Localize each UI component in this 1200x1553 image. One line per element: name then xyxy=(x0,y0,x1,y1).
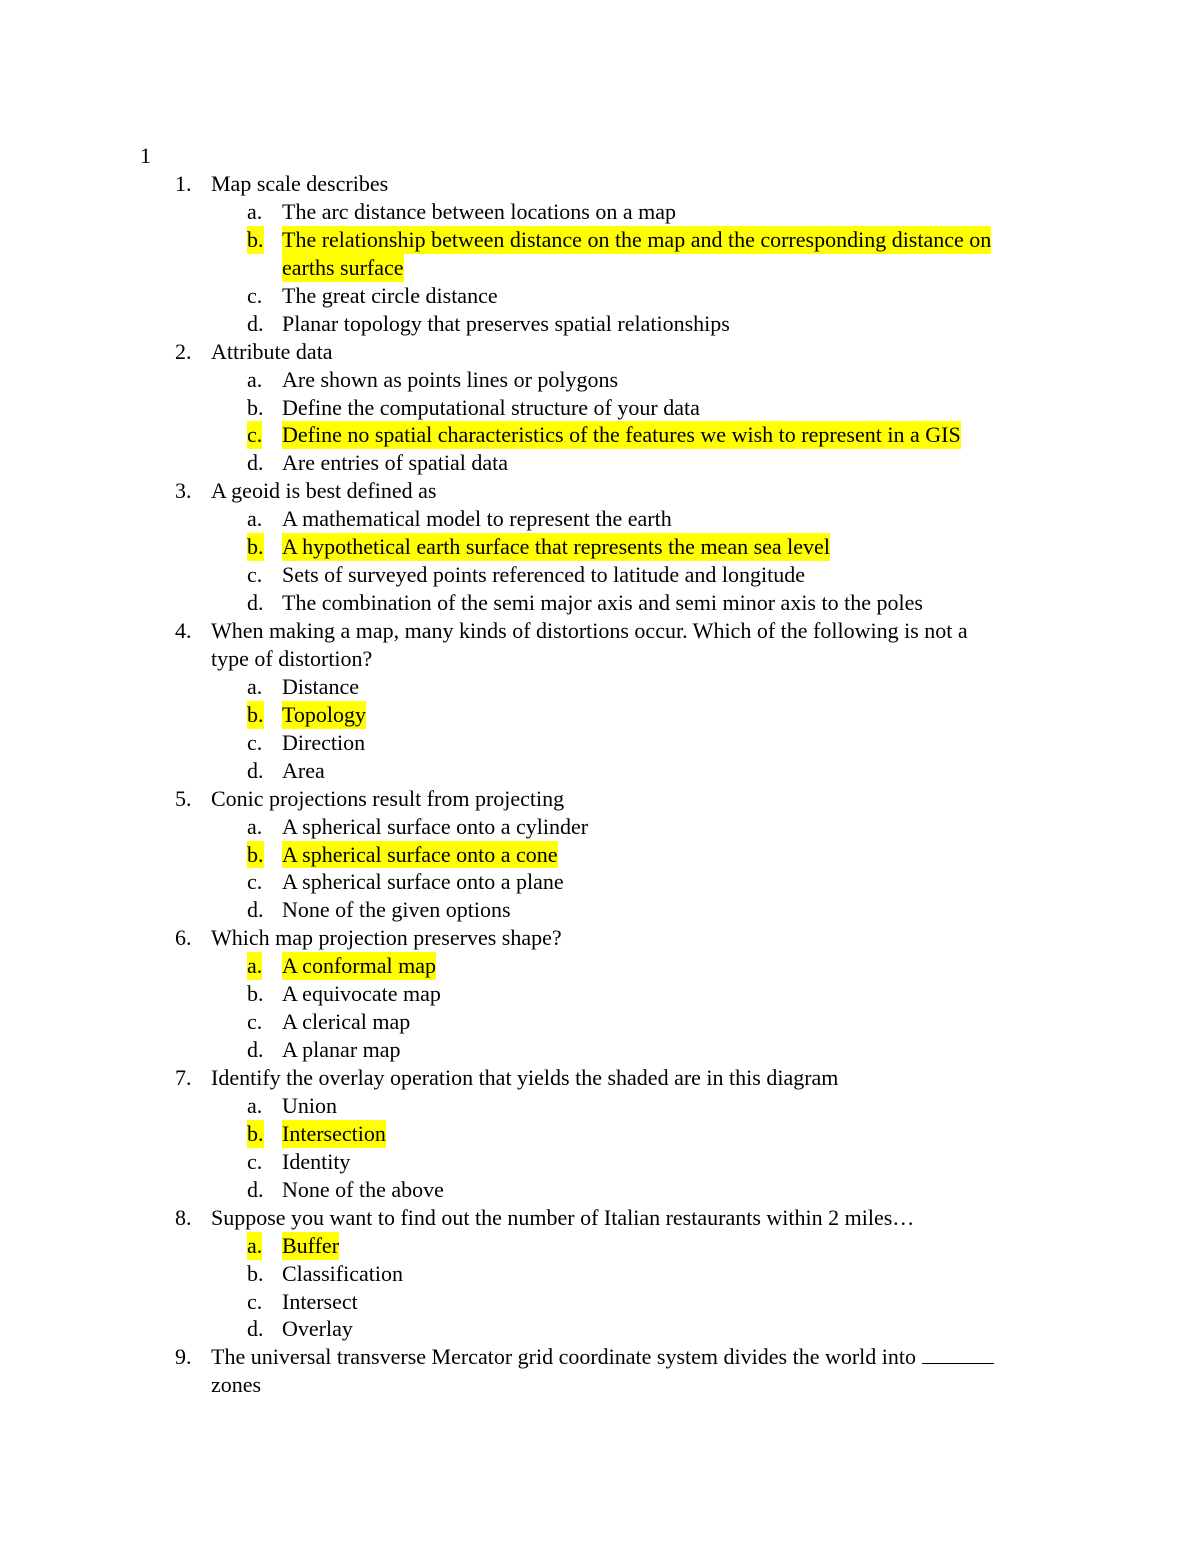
option-line xyxy=(0,310,1200,338)
option-letter: b. xyxy=(247,1260,264,1286)
option-line xyxy=(0,1148,1200,1176)
question-text: Suppose you want to find out the number of Italian restaurants within 2 miles… xyxy=(211,1204,915,1230)
option-line xyxy=(0,589,1200,617)
option-line xyxy=(0,757,1200,785)
option-line xyxy=(0,1260,1200,1288)
option-text: Sets of surveyed points referenced to latitude and longitude xyxy=(282,562,805,588)
option-letter: a. xyxy=(247,506,263,532)
option-text: earths surface xyxy=(282,254,404,280)
option-text: A spherical surface onto a cone xyxy=(282,841,558,867)
option-line xyxy=(0,254,1200,282)
option-text: A planar map xyxy=(282,1037,401,1063)
question-text: Identify the overlay operation that yields the shaded are in this diagram xyxy=(211,1065,839,1090)
option-line xyxy=(0,701,1200,729)
option-line xyxy=(0,813,1200,841)
question-line xyxy=(0,1371,1200,1399)
option-text: Buffer xyxy=(282,1232,340,1258)
option-letter: c. xyxy=(247,869,263,895)
option-letter: b. xyxy=(247,981,264,1007)
option-text: Are shown as points lines or polygons xyxy=(282,366,619,392)
question-line xyxy=(0,617,1200,645)
option-letter: c. xyxy=(247,562,263,588)
question-number: 8. xyxy=(175,1204,192,1230)
option-line xyxy=(0,505,1200,533)
question-number: 7. xyxy=(175,1065,192,1090)
question-6 xyxy=(0,924,1200,1064)
question-line xyxy=(0,170,1200,198)
option-letter: a. xyxy=(247,673,263,699)
question-text: When making a map, many kinds of distortions occur. Which of the following is not a xyxy=(211,618,968,643)
option-line xyxy=(0,1008,1200,1036)
option-text: Overlay xyxy=(282,1316,353,1342)
option-line xyxy=(0,896,1200,924)
option-text: Are entries of spatial data xyxy=(282,450,509,476)
option-line xyxy=(0,394,1200,422)
question-8 xyxy=(0,1204,1200,1344)
question-line xyxy=(0,645,1200,673)
question-3 xyxy=(0,477,1200,617)
option-line xyxy=(0,1120,1200,1148)
option-letter: c. xyxy=(247,1148,263,1174)
question-number: 2. xyxy=(175,338,192,364)
option-line xyxy=(0,729,1200,757)
option-line xyxy=(0,226,1200,254)
option-letter: d. xyxy=(247,1316,264,1342)
option-line xyxy=(0,421,1200,449)
question-text: Which map projection preserves shape? xyxy=(211,925,562,951)
option-line xyxy=(0,198,1200,226)
option-letter: a. xyxy=(247,198,263,224)
option-text: Classification xyxy=(282,1260,403,1286)
question-number: 4. xyxy=(175,618,192,643)
option-line xyxy=(0,952,1200,980)
question-7 xyxy=(0,1064,1200,1204)
question-line xyxy=(0,477,1200,505)
option-text: A equivocate map xyxy=(282,981,441,1007)
option-letter: a. xyxy=(247,953,263,979)
option-letter: b. xyxy=(247,394,264,420)
question-text: The universal transverse Mercator grid coordinate system divides the world into xyxy=(211,1343,994,1371)
option-text: A conformal map xyxy=(282,953,436,979)
question-line xyxy=(0,338,1200,366)
option-text: A clerical map xyxy=(282,1009,411,1035)
question-text: A geoid is best defined as xyxy=(211,478,437,504)
page-number: 1 xyxy=(140,143,151,168)
option-text: The arc distance between locations on a map xyxy=(282,198,677,224)
option-text: The great circle distance xyxy=(282,282,498,308)
question-text: Conic projections result from projecting xyxy=(211,785,565,811)
question-line xyxy=(0,1343,1200,1371)
question-4 xyxy=(0,617,1200,785)
option-text: None of the above xyxy=(282,1176,444,1202)
option-line xyxy=(0,841,1200,869)
answer-blank xyxy=(922,1343,994,1364)
option-text: Union xyxy=(282,1092,337,1118)
option-letter: d. xyxy=(247,1176,264,1202)
question-line xyxy=(0,1204,1200,1232)
option-letter: b. xyxy=(247,701,264,727)
option-line xyxy=(0,1092,1200,1120)
option-line xyxy=(0,1315,1200,1343)
option-text: A hypothetical earth surface that represents the mean sea level xyxy=(282,534,830,560)
option-letter: c. xyxy=(247,1288,263,1314)
option-line xyxy=(0,366,1200,394)
option-line xyxy=(0,980,1200,1008)
option-letter: b. xyxy=(247,1120,264,1146)
option-letter: d. xyxy=(247,757,264,783)
question-text: zones xyxy=(211,1372,262,1398)
question-2 xyxy=(0,338,1200,478)
option-text: Direction xyxy=(282,729,366,755)
option-line xyxy=(0,1288,1200,1316)
question-number: 5. xyxy=(175,785,192,811)
option-letter: d. xyxy=(247,897,264,923)
option-letter: a. xyxy=(247,813,263,839)
option-line xyxy=(0,449,1200,477)
option-text: The combination of the semi major axis and semi minor axis to the poles xyxy=(282,590,923,616)
option-line xyxy=(0,561,1200,589)
option-letter: a. xyxy=(247,1232,263,1258)
question-1 xyxy=(0,170,1200,338)
option-letter: d. xyxy=(247,1037,264,1063)
question-line xyxy=(0,785,1200,813)
question-text: type of distortion? xyxy=(211,645,373,671)
option-letter: c. xyxy=(247,422,263,448)
question-line xyxy=(0,1064,1200,1092)
option-letter: c. xyxy=(247,729,263,755)
question-number: 9. xyxy=(175,1344,192,1370)
option-letter: d. xyxy=(247,450,264,476)
option-letter: d. xyxy=(247,590,264,616)
option-text: Define no spatial characteristics of the features we wish to represent in a GIS xyxy=(282,422,961,448)
question-number: 3. xyxy=(175,478,192,504)
option-letter: c. xyxy=(247,1009,263,1035)
option-line xyxy=(0,1036,1200,1064)
option-line xyxy=(0,1232,1200,1260)
option-letter: a. xyxy=(247,366,263,392)
option-letter: b. xyxy=(247,534,264,560)
option-text: Define the computational structure of your data xyxy=(282,394,700,420)
question-5 xyxy=(0,785,1200,925)
question-text: Map scale describes xyxy=(211,171,389,196)
question-number: 6. xyxy=(175,925,192,951)
option-letter: d. xyxy=(247,310,264,336)
option-line xyxy=(0,1176,1200,1204)
option-text: A spherical surface onto a cylinder xyxy=(282,813,589,839)
option-text: Planar topology that preserves spatial relationships xyxy=(282,310,730,336)
option-text: A spherical surface onto a plane xyxy=(282,869,564,895)
option-letter: a. xyxy=(247,1092,263,1118)
question-text: Attribute data xyxy=(211,338,333,364)
option-text: The relationship between distance on the map and the corresponding distance on xyxy=(282,226,992,252)
option-letter: b. xyxy=(247,841,264,867)
option-text: A mathematical model to represent the earth xyxy=(282,506,672,532)
question-9 xyxy=(0,1343,1200,1399)
option-text: Identity xyxy=(282,1148,351,1174)
option-text: Distance xyxy=(282,673,359,699)
option-letter: c. xyxy=(247,282,263,308)
option-text: None of the given options xyxy=(282,897,511,923)
option-line xyxy=(0,868,1200,896)
option-line xyxy=(0,282,1200,310)
option-letter: b. xyxy=(247,226,264,252)
option-text: Topology xyxy=(282,701,367,727)
option-line xyxy=(0,533,1200,561)
option-text: Area xyxy=(282,757,325,783)
question-line xyxy=(0,924,1200,952)
option-text: Intersect xyxy=(282,1288,358,1314)
question-list xyxy=(0,170,1200,1399)
option-line xyxy=(0,673,1200,701)
option-text: Intersection xyxy=(282,1120,386,1146)
question-number: 1. xyxy=(175,171,192,196)
